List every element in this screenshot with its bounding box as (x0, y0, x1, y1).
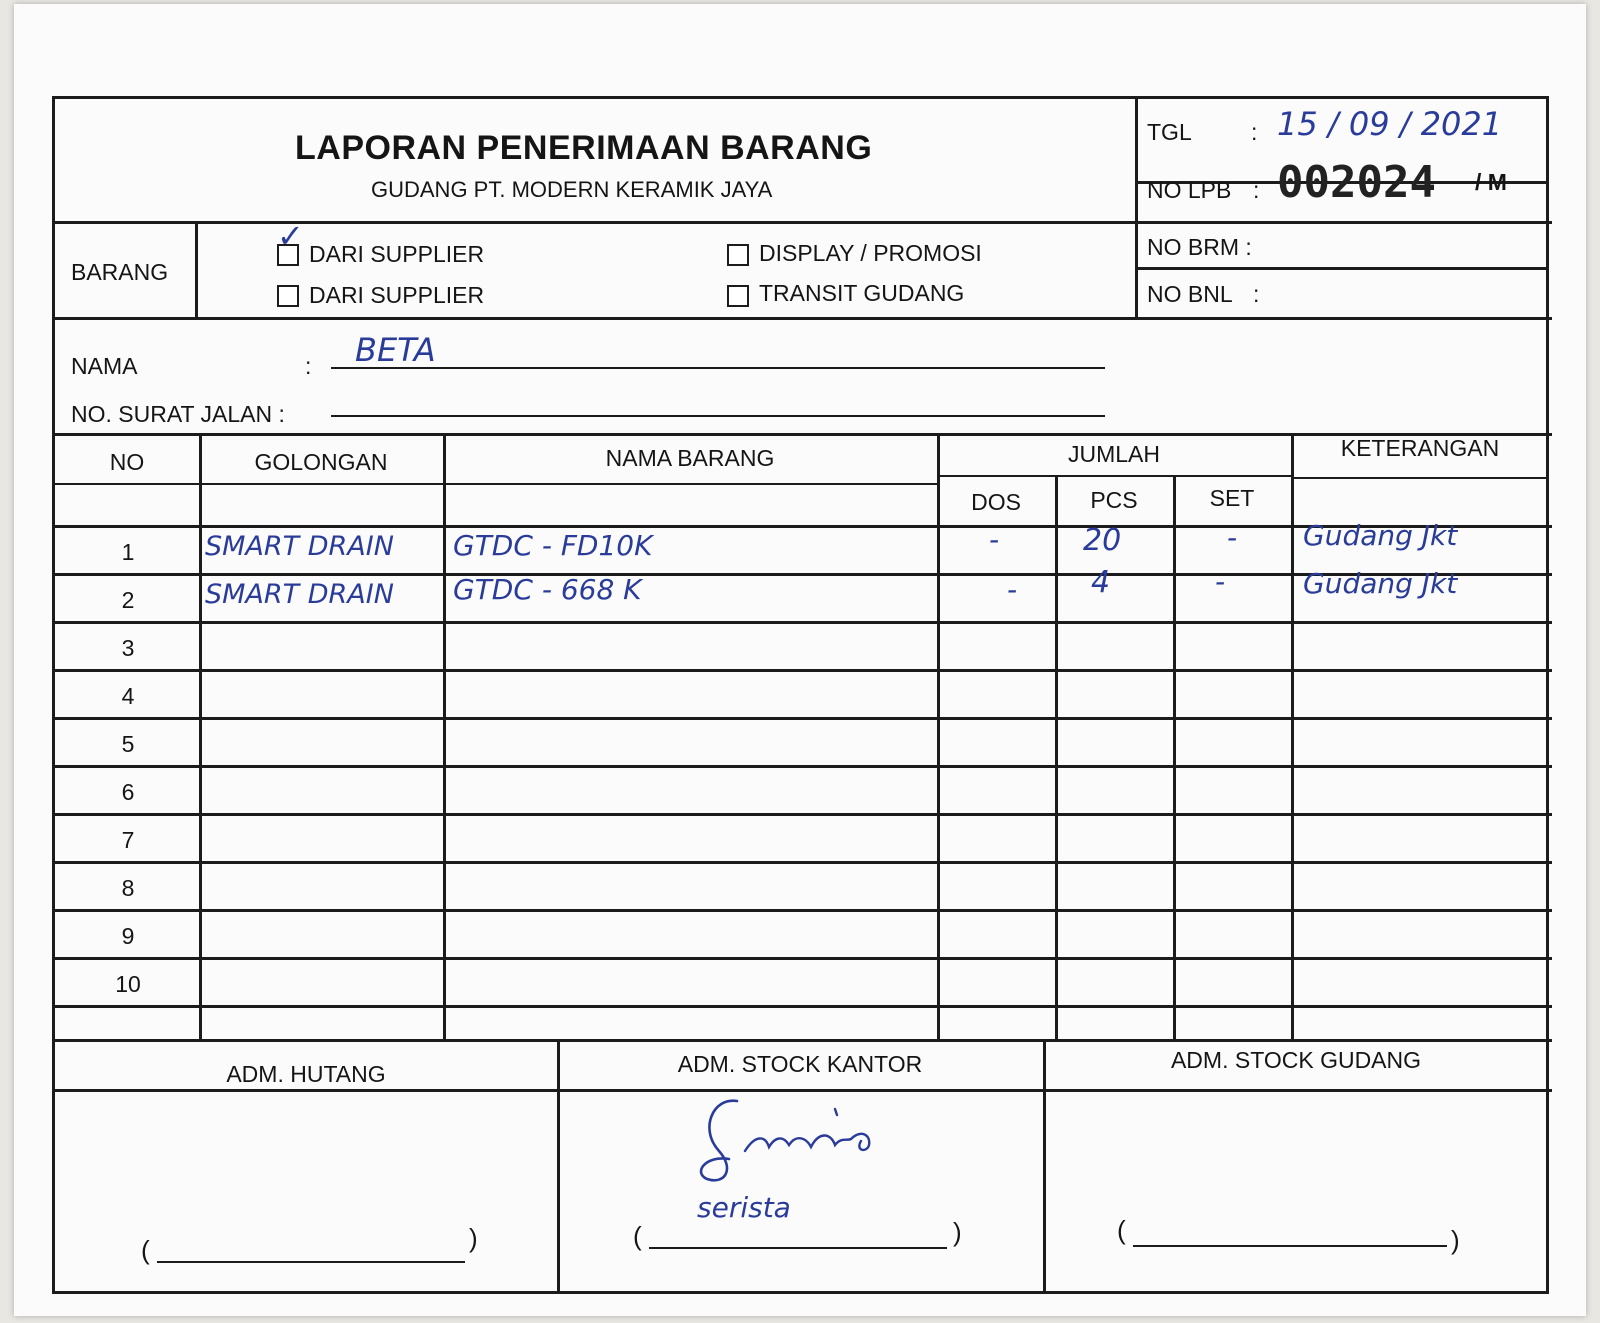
surat-jalan-label: NO. SURAT JALAN : (71, 401, 285, 427)
nama-field[interactable] (331, 367, 1105, 369)
adm-stock-kantor-signature-line[interactable] (649, 1247, 947, 1249)
row2-set: - (1215, 565, 1226, 598)
row1-set: - (1227, 521, 1238, 554)
option-display-promosi: DISPLAY / PROMOSI (759, 240, 982, 266)
row1-pcs: 20 (1083, 523, 1122, 558)
adm-stock-gudang-signature-line[interactable] (1133, 1245, 1447, 1247)
tgl-colon: : (1251, 119, 1258, 145)
checkbox-display-promosi[interactable] (727, 244, 749, 266)
row2-golongan: SMART DRAIN (205, 579, 394, 610)
row2-pcs: 4 (1091, 565, 1111, 600)
col-header-pcs: PCS (1090, 487, 1138, 513)
nama-colon: : (305, 353, 312, 379)
row2-keterangan: Gudang Jkt (1303, 567, 1458, 600)
checkbox-dari-supplier-2[interactable] (277, 285, 299, 307)
adm-hutang-signature-line[interactable] (157, 1261, 465, 1263)
row2-nama-barang: GTDC - 668 K (453, 573, 642, 606)
option-transit-gudang: TRANSIT GUDANG (759, 280, 965, 306)
form-subtitle: GUDANG PT. MODERN KERAMIK JAYA (371, 177, 773, 202)
barang-label: BARANG (71, 259, 169, 285)
row1-golongan: SMART DRAIN (205, 531, 394, 562)
form-title: LAPORAN PENERIMAAN BARANG (295, 129, 873, 167)
close-paren: ) (953, 1217, 962, 1247)
row-number: 6 (121, 779, 135, 805)
row1-keterangan: Gudang Jkt (1303, 519, 1458, 552)
row1-nama-barang: GTDC - FD10K (453, 529, 653, 562)
row-number: 10 (115, 971, 141, 997)
close-paren: ) (1451, 1225, 1460, 1255)
row-number: 2 (121, 587, 135, 613)
bnl-colon: : (1253, 281, 1260, 307)
col-header-dos: DOS (971, 489, 1021, 515)
nama-value: BETA (355, 331, 436, 369)
sig-header-adm-stock-gudang: ADM. STOCK GUDANG (1170, 1047, 1422, 1073)
col-header-no: NO (109, 449, 145, 475)
col-header-set: SET (1209, 485, 1255, 511)
signature-scribble (685, 1089, 925, 1199)
sig-header-adm-stock-kantor: ADM. STOCK KANTOR (677, 1051, 923, 1077)
receipt-form (52, 96, 1549, 1294)
row-number: 4 (121, 683, 135, 709)
row-number: 1 (121, 539, 135, 565)
row-number: 7 (121, 827, 135, 853)
open-paren: ( (141, 1235, 150, 1265)
lpb-colon: : (1253, 177, 1260, 203)
row-number: 5 (121, 731, 135, 757)
lpb-label: NO LPB (1147, 177, 1232, 203)
brm-label: NO BRM : (1147, 234, 1252, 260)
col-header-keterangan: KETERANGAN (1340, 435, 1500, 461)
tgl-value: 15 / 09 / 2021 (1277, 105, 1503, 143)
row-number: 9 (121, 923, 135, 949)
open-paren: ( (633, 1221, 642, 1251)
col-header-nama-barang: NAMA BARANG (605, 445, 775, 471)
signer-name: serista (697, 1191, 791, 1224)
bnl-label: NO BNL (1147, 281, 1233, 307)
row2-dos: - (1007, 573, 1018, 606)
open-paren: ( (1117, 1215, 1126, 1245)
tgl-label: TGL (1147, 119, 1192, 145)
close-paren: ) (469, 1223, 478, 1253)
row-number: 3 (121, 635, 135, 661)
sig-header-adm-hutang: ADM. HUTANG (226, 1061, 386, 1087)
col-header-golongan: GOLONGAN (254, 449, 388, 475)
option-dari-supplier-1: DARI SUPPLIER (309, 241, 485, 267)
surat-jalan-field[interactable] (331, 415, 1105, 417)
option-dari-supplier-2: DARI SUPPLIER (309, 282, 485, 308)
lpb-suffix: / M (1475, 169, 1507, 195)
col-header-jumlah: JUMLAH (1067, 441, 1160, 467)
row-number: 8 (121, 875, 135, 901)
lpb-number: 002024 (1277, 157, 1436, 208)
checkbox-transit-gudang[interactable] (727, 285, 749, 307)
nama-label: NAMA (71, 353, 138, 379)
row1-dos: - (989, 523, 1000, 556)
paper-sheet (14, 4, 1586, 1316)
check-mark-icon: ✓ (277, 217, 304, 255)
